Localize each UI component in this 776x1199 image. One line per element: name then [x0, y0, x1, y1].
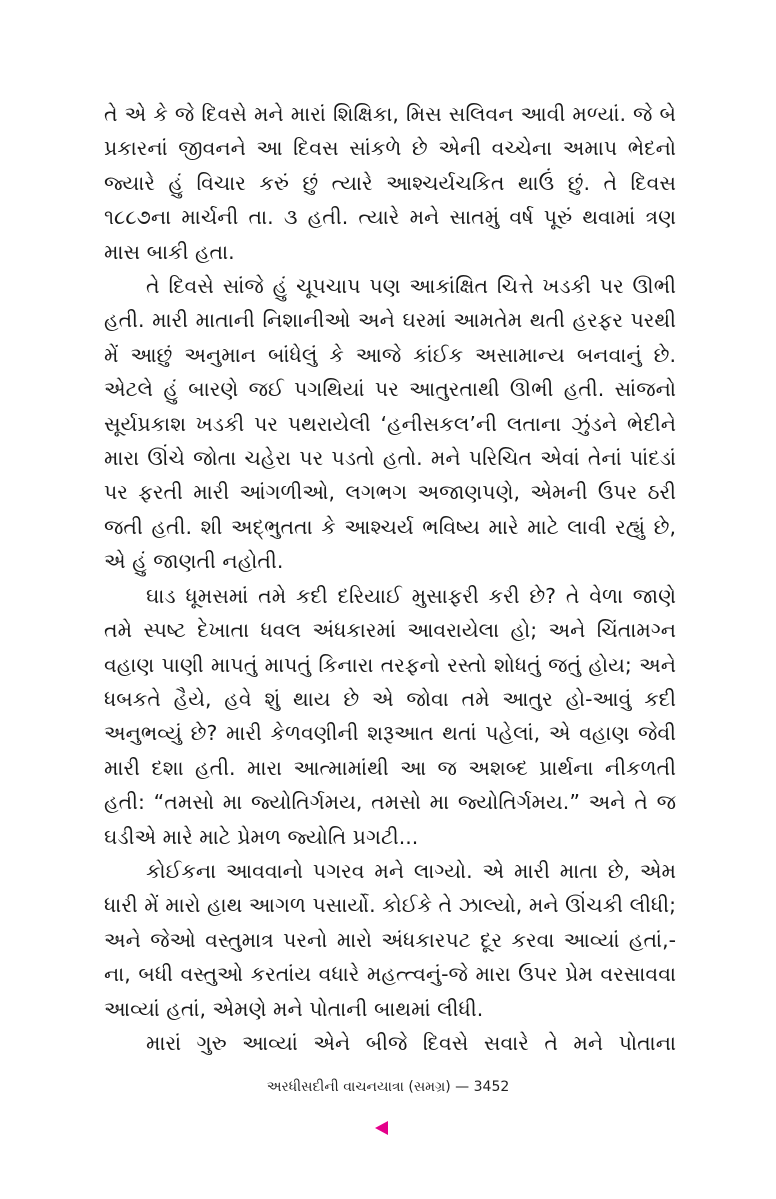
- previous-page-arrow-icon[interactable]: [375, 1121, 388, 1135]
- page-footer: અરધીસદીની વાચનયાત્રા (સમગ્ર) — 3452: [266, 1079, 510, 1095]
- paragraph-3: ઘાડ ધૂમસમાં તમે કદી દરિયાઈ મુસાફરી કરી છે? તે વેળા જાણે તમે સ્પષ્ટ દેખાતા ધવલ અંધકારમાં આવરાયેલા હો; અને ચિંતામગ્ન વહાણ પાણી માપતું માપતું કિનારા તરફનો રસ્તો શોધતું જતું હોય; અને ધબકતે હૈયે, હવે શું થાય છે એ જોવા તમે આતુર હો-આવું કદી અનુભવ્યું છે? મારી કેળવણીની શરૂઆત થતાં પહેલાં, એ વહાણ જેવી મારી દશા હતી. મારા આત્મામાંથી આ જ અશબ્દ પ્રાર્થના નીકળતી હતી: “તમસો મા જ્યોતિર્ગમય, તમસો મા જ્યોતિર્ગમય.” અને તે જ ઘડીએ મારે માટે પ્રેમળ જ્યોતિ પ્રગટી...: [104, 583, 676, 849]
- paragraph-5: મારાં ગુરુ આવ્યાં એને બીજે દિવસે સવારે તે મને પોતાના: [146, 1030, 676, 1055]
- paragraph-1: તે એ કે જે દિવસે મને મારાં શિક્ષિકા, મિસ સલિવન આવી મળ્યાં. જે બે પ્રકારનાં જીવનને આ દિવસ સાંકળે છે એની વચ્ચેના અમાપ ભેદનો જ્યારે હું વિચાર કરું છું ત્યારે આશ્ચર્યચકિત થાઉં છું. તે દિવસ ૧૮૮૭ના માર્ચની તા. ૩ હતી. ત્યારે મને સાતમું વર્ષ પૂરું થવામાં ત્રણ માસ બાકી હતા.: [104, 102, 676, 264]
- page-body: [104, 97, 676, 1060]
- paragraph-2: તે દિવસે સાંજે હું ચૂપચાપ પણ આકાંક્ષિત ચિત્તે ખડકી પર ઊભી હતી. મારી માતાની નિશાનીઓ અને ઘરમાં આમતેમ થતી હરફર પરથી મેં આછું અનુમાન બાંધેલું કે આજે કાંઈક અસામાન્ય બનવાનું છે. એટલે હું બારણે જઈ પગથિયાં પર આતુરતાથી ઊભી હતી. સાંજનો સૂર્યપ્રકાશ ખડકી પર પથરાયેલી ‘હનીસકલ’ની લતાના ઝુંડને ભેદીને મારા ઊંચે જોતા ચહેરા પર પડતો હતો. મને પરિચિત એવાં તેનાં પાંદડાં પર ફરતી મારી આંગળીઓ, લગભગ અજાણપણે, એમની ઉપર ઠરી જતી હતી. શી અદ્‌ભુતતા કે આશ્ચર્ય ભવિષ્ય મારે માટે લાવી રહ્યું છે, એ હું જાણતી નહોતી.: [104, 274, 676, 574]
- paragraph-4: કોઈકના આવવાનો પગરવ મને લાગ્યો. એ મારી માતા છે, એમ ધારી મેં મારો હાથ આગળ પસાર્યો. કોઈકે તે ઝાલ્યો, મને ઊંચકી લીધી; અને જેઓ વસ્તુમાત્ર પરનો મારો અંધકારપટ દૂર કરવા આવ્યાં હતાં,-ના, બધી વસ્તુઓ કરતાંય વધારે મહત્ત્વનું-જે મારા ઉપર પ્રેમ વરસાવવા આવ્યાં હતાં, એમણે મને પોતાની બાથમાં લીધી.: [104, 858, 676, 1021]
